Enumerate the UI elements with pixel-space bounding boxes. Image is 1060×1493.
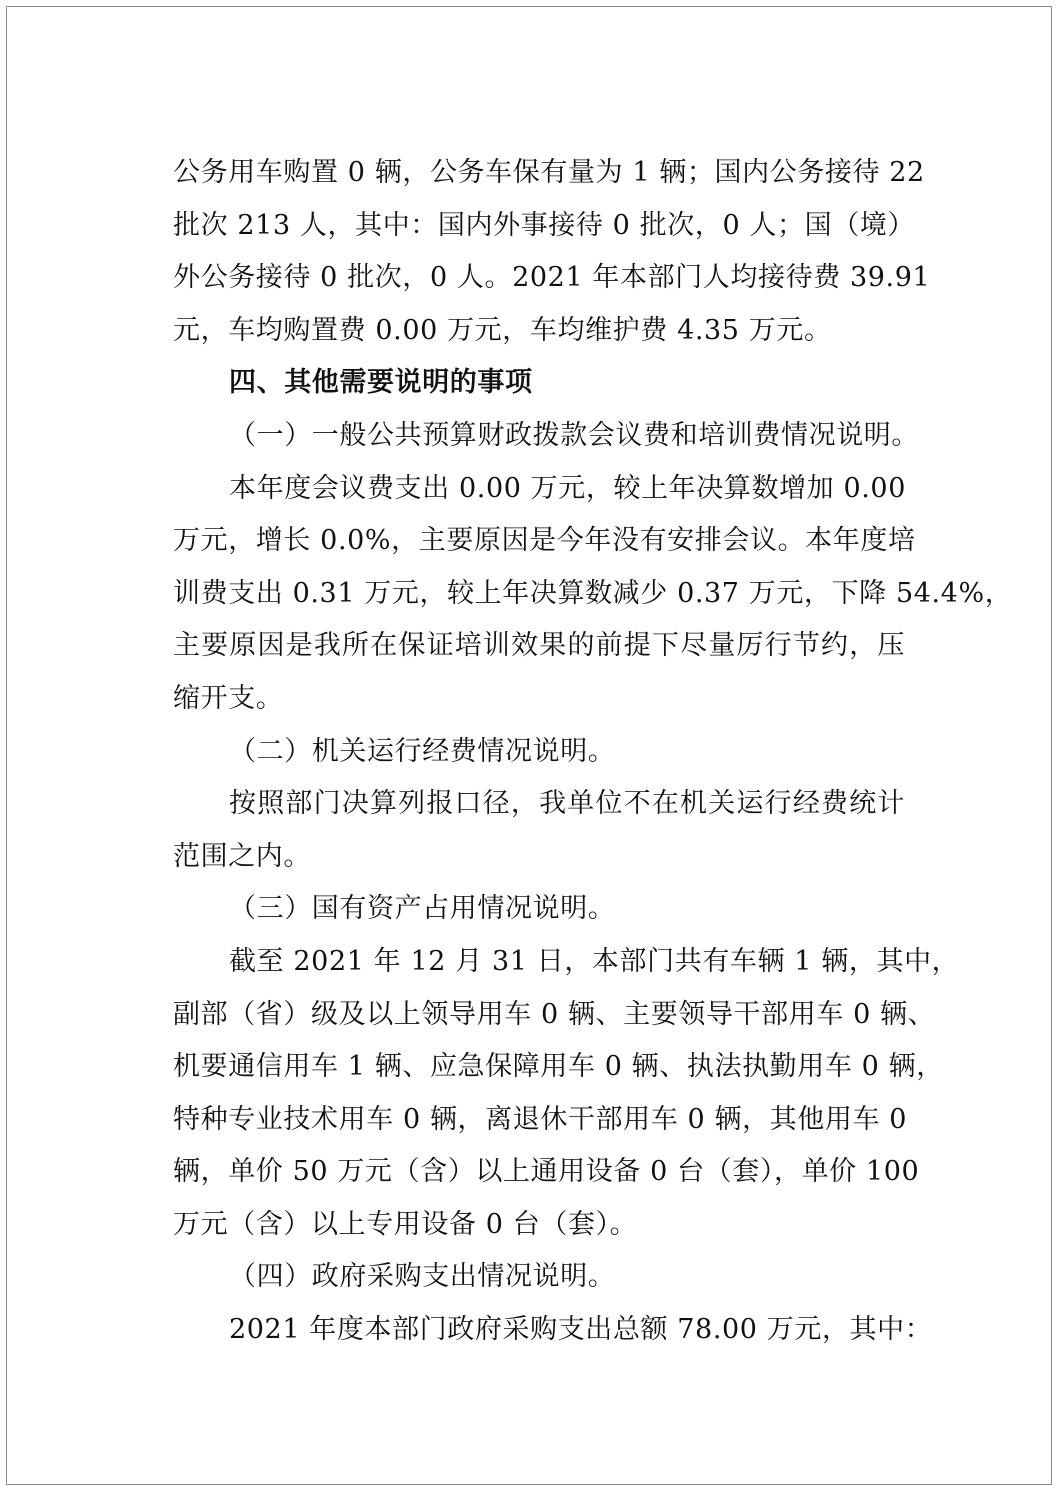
text-line: 本年度会议费支出 0.00 万元，较上年决算数增加 0.00	[229, 472, 906, 504]
text-line: 按照部门决算列报口径，我单位不在机关运行经费统计	[229, 788, 905, 820]
paragraph-meeting-training-fees	[173, 463, 1013, 726]
text-line: 万元，增长 0.0%，主要原因是今年没有安排会议。本年度培	[173, 525, 916, 557]
subsection-heading-government-procurement	[173, 1251, 905, 1304]
subsection-heading-state-assets	[173, 883, 905, 936]
text-line: 缩开支。	[173, 682, 284, 714]
paragraph-vehicle-reception	[173, 147, 931, 357]
text-line: 万元（含）以上专用设备 0 台（套）。	[173, 1208, 638, 1240]
text-line: 主要原因是我所在保证培训效果的前提下尽量厉行节约，压	[173, 630, 905, 662]
paragraph-state-assets	[173, 936, 960, 1252]
text-line: 2021 年度本部门政府采购支出总额 78.00 万元，其中：	[229, 1314, 933, 1346]
text-line: 特种专业技术用车 0 辆，离退休干部用车 0 辆，其他用车 0	[173, 1103, 908, 1135]
paragraph-government-procurement	[173, 1304, 933, 1357]
text-line: 训费支出 0.31 万元，较上年决算数减少 0.37 万元，下降 54.4%，	[173, 577, 1013, 609]
text-line: 元，车均购置费 0.00 万元，车均维护费 4.35 万元。	[173, 314, 832, 346]
subsection-heading-operating-expenses	[173, 726, 905, 779]
paragraph-operating-expenses	[173, 778, 905, 883]
heading-text: 四、其他需要说明的事项	[229, 367, 533, 399]
heading-text: （三）国有资产占用情况说明。	[229, 893, 616, 925]
text-line: 副部（省）级及以上领导用车 0 辆、主要领导干部用车 0 辆、	[173, 998, 936, 1030]
text-line: 截至 2021 年 12 月 31 日，本部门共有车辆 1 辆，其中，	[229, 945, 960, 977]
text-line: 外公务接待 0 批次，0 人。2021 年本部门人均接待费 39.91	[173, 262, 931, 294]
document-body	[173, 147, 1013, 1357]
text-line: 批次 213 人，其中：国内外事接待 0 批次，0 人；国（境）	[173, 209, 916, 241]
text-line: 机要通信用车 1 辆、应急保障用车 0 辆、执法执勤用车 0 辆，	[173, 1051, 944, 1083]
document-page	[6, 6, 1052, 1485]
text-line: 公务用车购置 0 辆，公务车保有量为 1 辆；国内公务接待 22	[173, 157, 925, 188]
text-line: 辆，单价 50 万元（含）以上通用设备 0 台（套），单价 100	[173, 1156, 920, 1188]
heading-text: （二）机关运行经费情况说明。	[229, 735, 616, 767]
heading-text: （四）政府采购支出情况说明。	[229, 1261, 616, 1293]
heading-text: （一）一般公共预算财政拨款会议费和培训费情况说明。	[229, 419, 919, 451]
text-line: 范围之内。	[173, 840, 311, 872]
section-heading-other-matters	[173, 357, 905, 410]
subsection-heading-meeting-training	[173, 410, 919, 463]
